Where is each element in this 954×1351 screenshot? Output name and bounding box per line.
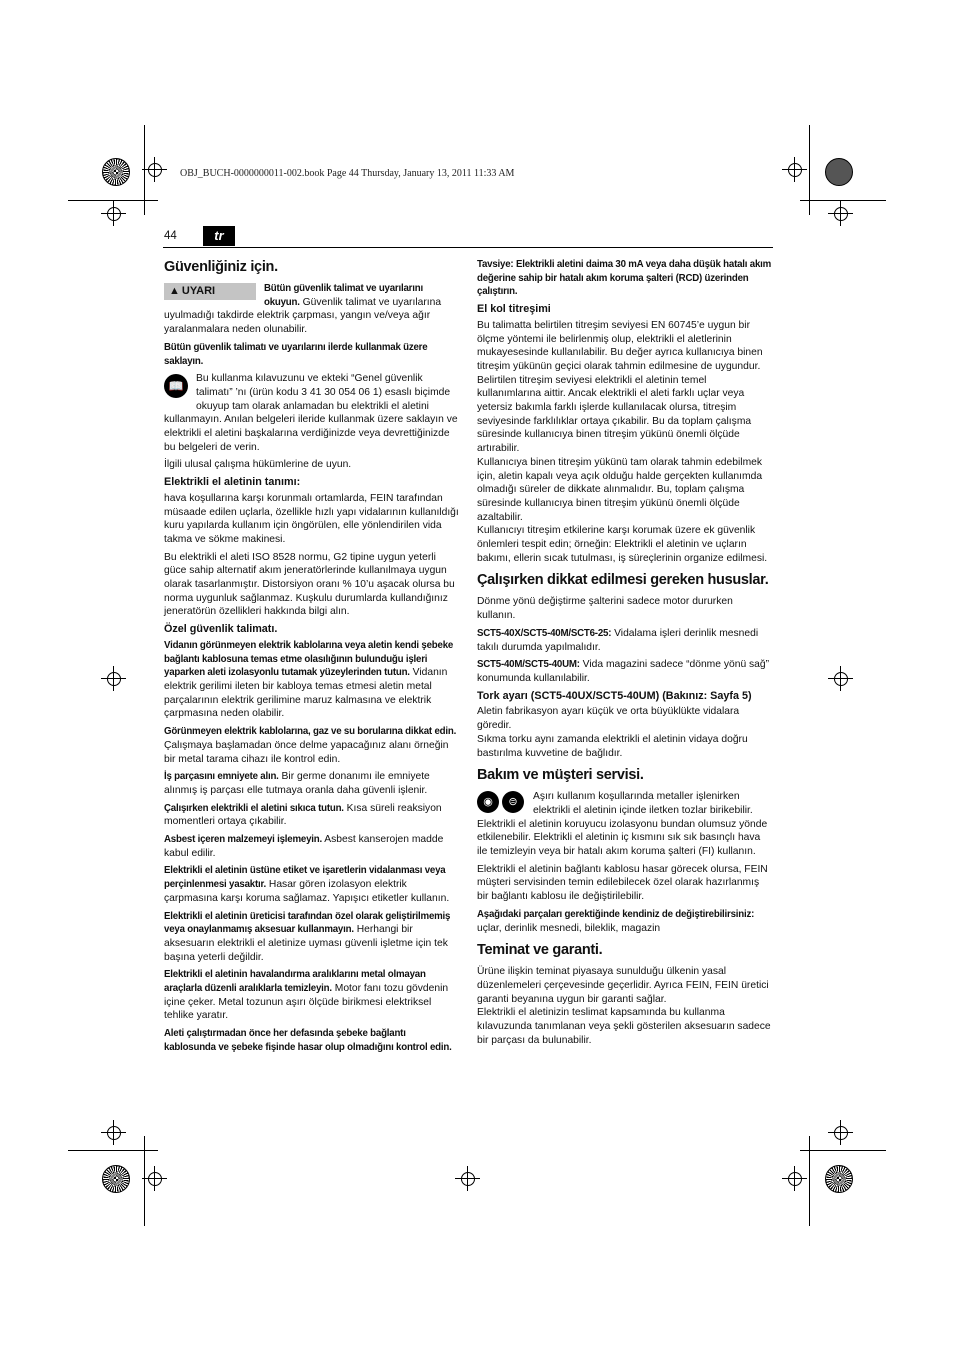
color-target [102, 1165, 130, 1193]
ppe-icons [477, 791, 527, 813]
compressed-air-icon: ⊜ [502, 791, 524, 813]
registration-mark [107, 672, 121, 686]
page-number: 44 [164, 230, 177, 242]
header-rule [163, 247, 773, 248]
heading-warranty: Teminat ve garanti. [477, 942, 603, 959]
heading-working: Çalışırken dikkat edilmesi gereken hususlar. [477, 572, 769, 589]
heading-torque: Tork ayarı (SCT5-40UX/SCT5-40UM) (Bakınız: Sayfa 5) [477, 689, 752, 702]
vibration-1: Bu talimatta belirtilen titreşim seviyesi EN 60745’e uygun bir ölçme yöntemi ile belirlenmiş olup, elektrikli el aletlerinin mukayesesinde kullanılabilir. Bu değer ayrıca kullanıcıya binen titreşim yükünün geçici olarak tahmin edilmesine de uygundur. [477, 319, 763, 372]
registration-mark [461, 1172, 475, 1186]
warranty-2: Elektrikli el aletinizin teslimat kapsamında bu kullanma kılavuzunda tanımlanan veya şekli gösterilen aksesuarın sadece bir parçası da bulunabilir. [477, 1007, 771, 1046]
color-target [102, 158, 130, 186]
vibration-3: Kullanıcıya binen titreşim yükünü tam olarak tahmin edebilmek için, aletin kapalı veya açık olduğu halde gerçekten kullanımda olmadığı süreler de dikkate alınmalıdır. Bu, toplam çalışma süresinde kullanıcıya binen titreşim yükünü önemli ölçüde azaltabilir. [477, 456, 763, 523]
read-manual-icon: 📖 [164, 374, 188, 398]
warranty-1: Ürüne ilişkin teminat piyasaya sunulduğu ülkenin yasal düzenlemeleri çerçevesinde geçerlidir. Ayrıca FEIN, FEIN üretici garanti beyanına uygun bir garanti sağlar. [477, 966, 769, 1005]
registration-mark [834, 672, 848, 686]
parts-heading: Aşağıdaki parçaları gerektiğinde kendiniz de değiştirebilirsiniz: [477, 908, 755, 920]
right-column [477, 258, 772, 1051]
crop-mark [144, 125, 145, 215]
keep-instructions: Bütün güvenlik talimatı ve uyarılarını ilerde kullanmak üzere saklayın. [164, 341, 428, 367]
safety-item: Elektrikli el aletinin üreticisi tarafından özel olarak geliştirilmemiş veya onaylanmamış aksesuar kullanmayın. Herhangi bir aksesuarın elektrikli el aletinize uyması güvenli işletme için tek başına yeterli değildir. [164, 910, 451, 963]
working-1: Dönme yönü değiştirme şalterini sadece motor dururken kullanın. [477, 596, 733, 622]
service-2: Elektrikli el aletinin bağlantı kablosu hasar görecek olursa, FEIN müşteri servisinden temin edilebilecek özel olarak hazırlanmış bir bağlantı kablosu ile değiştirilebilir. [477, 863, 768, 903]
warning-paragraph: ▲ UYARI Bütün güvenlik talimat ve uyarılarını okuyun. Güvenlik talimat ve uyarılarına uyulmadığı takdirde elektrik çarpması, yangın ve/veya ağır yaralanmalara neden olunabilir. [164, 283, 442, 336]
rcd-recommendation: Tavsiye: Elektrikli aletini daima 30 mA veya daha düşük hatalı akım değerine sahip bir hatalı akım koruma şalteri (RCD) üzerinden çalıştırın. [477, 259, 772, 298]
heading-service: Bakım ve müşteri servisi. [477, 767, 644, 784]
safety-item: Aleti çalıştırmadan önce her defasında şebeke bağlantı kablosunda ve şebeke fişinde hasar olup olmadığını kontrol edin. [164, 1028, 452, 1053]
torque-2: Sıkma torku aynı zamanda elektrikli el aletinin vidaya doğru bastırılma kuvvetine de bağlıdır. [477, 733, 748, 759]
crop-mark [68, 1150, 158, 1151]
safety-item: İş parçasını emniyete alın. Bir germe donanımı ile emniyete alınmış iş parçası elle tutmaya oranla daha güvenli işlenir. [164, 771, 430, 796]
national-rules: İlgili ulusal çalışma hükümlerine de uyun. [164, 459, 352, 471]
parts-list: uçlar, derinlik mesnedi, bileklik, magazin [477, 922, 661, 934]
description-1: hava koşullarına karşı korunmalı ortamlarda, FEIN tarafından müsaade edilen uçlarla, özellikle hızlı yapı vidalarının kullanıldığı kuru yapılarda kullanım için öngörülen, elle yönlendirilen vida takma ve sökme makinesi. [164, 492, 459, 545]
heading-special-safety: Özel güvenlik talimatı. [164, 623, 278, 636]
model-note: SCT5-40M/SCT5-40UM: Vida magazini sadece “dönme yönü sağ” konumunda kullanılabilir. [477, 659, 770, 684]
torque-1: Aletin fabrikasyon ayarı küçük ve orta büyüklükte vidalara göredir. [477, 706, 740, 732]
vibration-4: Kullanıcıyı titreşim etkilerine karşı korumak üzere ek güvenlik önlemleri tespit edin; örneğin: Elektrikli el aletinin ve uçların bakımı, ellerin sıcak tutulması, iş süreçlerinin organize edilmesi. [477, 525, 768, 564]
crop-mark [800, 200, 886, 201]
warning-box: ▲ UYARI [164, 283, 256, 300]
heading-vibration: El kol titreşimi [477, 303, 551, 316]
safety-item: Görünmeyen elektrik kablolarına, gaz ve su borularına dikkat edin. Çalışmaya başlamadan önce delme yapacağınız alanı örneğin bir metal tarama cihazı ile kontrol edin. [164, 726, 457, 765]
color-target [825, 158, 853, 186]
registration-mark [834, 1126, 848, 1140]
color-target [825, 1165, 853, 1193]
heading-safety: Güvenliğiniz için. [164, 259, 278, 275]
registration-mark [788, 1172, 802, 1186]
safety-item: Asbest içeren malzemeyi işlemeyin. Asbest kanserojen madde kabul edilir. [164, 834, 444, 859]
heading-description: Elektrikli el aletinin tanımı: [164, 476, 301, 489]
read-manual-paragraph: 📖 Bu kullanma kılavuzunu ve ekteki “Genel güvenlik talimatı” ’nı (ürün kodu 3 41 30 054 06 1) esaslı biçimde okuyup tam olarak anlamadan bu elektrikli el aletini kullanmayın. Anılan belgeleri ileride kullanmak üzere saklayın ve elektrikli el aletini başkalarına verdiğinizde veya devrettiğinizde bu belgeleri de verin. [164, 373, 458, 453]
registration-mark [148, 1172, 162, 1186]
safety-item: Vidanın görünmeyen elektrik kablolarına veya aletin kendi şebeke bağlantı kablosuna temas etme olasılığının bulunduğu işleri yaparken aleti izolasyonlu tutamak yüzeylerinden tutun. Vidanın elektrik gerilimi ileten bir kabloya temas etmesi aletin metal parçalarının elektrik gerilimine maruz kalmasına ve elektrik çarpmasına neden olabilir. [164, 639, 454, 720]
model-note: SCT5-40X/SCT5-40M/SCT6-25: Vidalama işleri derinlik mesnedi takılı durumda yapılmalıdır. [477, 627, 759, 653]
print-slug: OBJ_BUCH-0000000011-002.book Page 44 Thursday, January 13, 2011 11:33 AM [180, 168, 515, 179]
left-column [164, 258, 459, 1059]
warning-triangle-icon: ▲ [169, 285, 180, 297]
language-tag: tr [203, 226, 235, 246]
vibration-2: Belirtilen titreşim seviyesi elektrikli el aletinin temel kullanımlarına aittir. Ancak elektrikli el aleti farklı uçlar veya yetersiz bakımla farklı işlerde kullanılacak olursa, titreşim seviyesinde farklılıklar ortaya çıkabilir. Bu da toplam çalışma süresinde kullanıcıya binen titreşim yükünü önemli ölçüde artırabilir. [477, 374, 752, 455]
safety-item: Elektrikli el aletinin üstüne etiket ve işaretlerin vidalanması veya perçinlenmesi yasaktır. Hasar gören izolasyon elektrik çarpmasına karşı koruma sağlamaz. Yapışıcı etiketler kullanın. [164, 865, 450, 904]
registration-mark [788, 163, 802, 177]
description-2: Bu elektrikli el aleti ISO 8528 normu, G2 tipine uygun yeterli güce sahip alternatif akım jeneratörlerinde kullanılmaya uygun olarak tasarlanmıştır. Distorsiyon oranı % 10’u aşacak olursa bu norma uygunluk sağlanmaz. Kuşkulu durumlarda kullandığınız jeneratörün özellikleri hakkında bilgi alın. [164, 551, 455, 618]
safety-item: Çalışırken elektrikli el aletini sıkıca tutun. Kısa süreli reaksiyon momentleri ortaya çıkabilir. [164, 802, 442, 828]
safety-item: Elektrikli el aletinin havalandırma aralıklarını metal olmayan araçlarla düzenli aralıklarla temizleyin. Motor fanı tozu gövdenin içine çeker. Metal tozunun aşırı ölçüde birikmesi elektriksel tehlike yaratır. [164, 969, 449, 1022]
service-paragraph: ◉ ⊜ Aşırı kullanım koşullarında metaller işlenirken elektrikli el aletinin içinde iletken tozlar birikebilir. Elektrikli el aletinin koruyucu izolasyonu bundan olumsuz yönde etkilenebilir. Elektrikli el aletinin iç kısmını sık sık basınçlı hava ile temizleyin veya bir hatalı akım koruma şalteri (FI) kullanın. [477, 791, 768, 858]
registration-mark [107, 1126, 121, 1140]
eye-protection-icon: ◉ [477, 791, 499, 813]
registration-mark [148, 163, 162, 177]
registration-mark [834, 207, 848, 221]
registration-mark [107, 207, 121, 221]
crop-mark [800, 1150, 886, 1151]
crop-mark [809, 125, 810, 215]
